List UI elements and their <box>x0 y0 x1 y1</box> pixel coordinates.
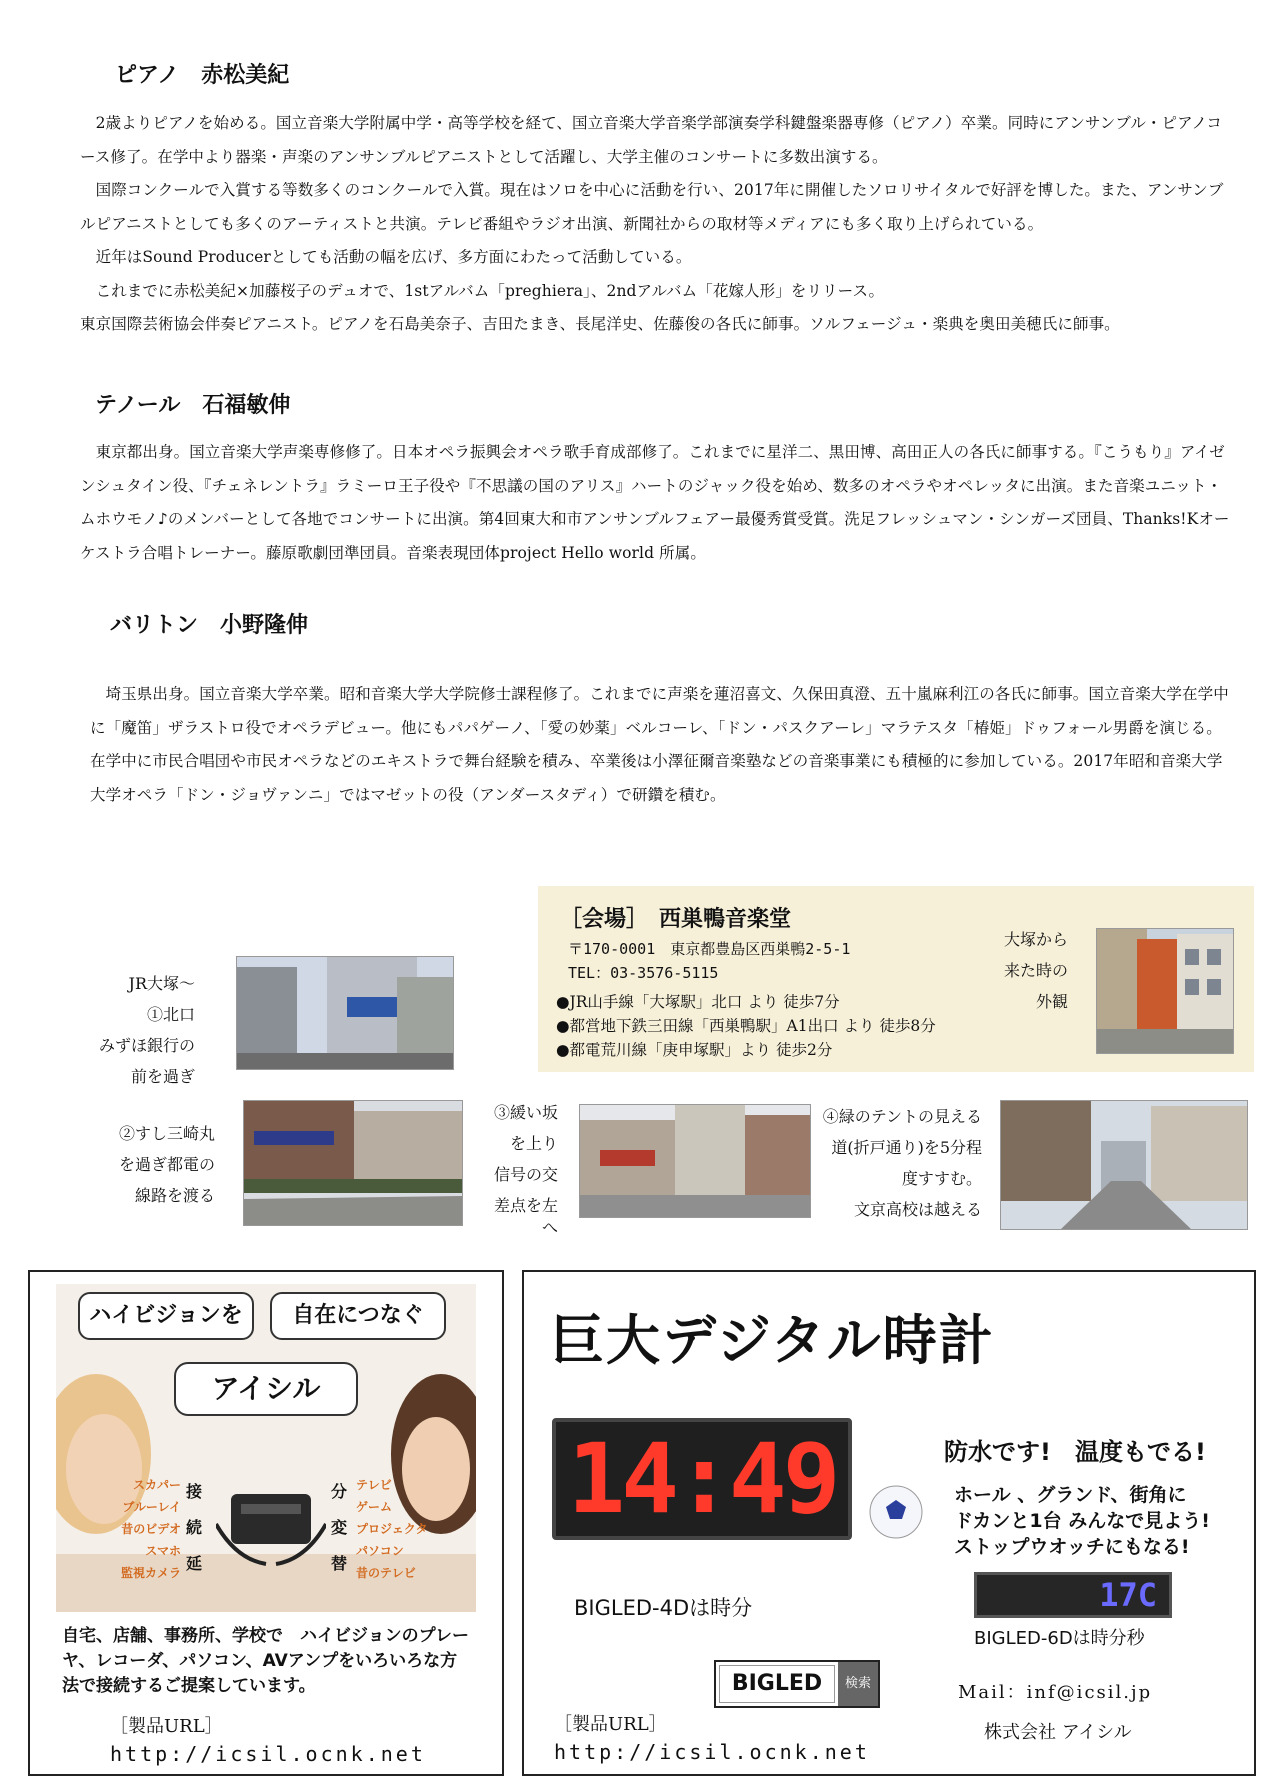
small-clock-digits: 17C <box>1099 1576 1157 1614</box>
baritone-bio <box>90 678 1230 812</box>
verbs-left: 接 続 延 <box>186 1482 203 1573</box>
verbs-right: 分 変 替 <box>331 1482 348 1573</box>
bigled-4d-caption: BIGLED-4Dは時分 <box>574 1596 753 1620</box>
bio-paragraph: これまでに赤松美紀×加藤桜子のデュオで、1stアルバム「preghiera」、2ndアルバム「花嫁人形」をリリース。 <box>80 281 885 300</box>
baritone-title: バリトン 小野隆伸 <box>110 613 309 638</box>
bigled-headline: 巨大デジタル時計 <box>550 1309 995 1372</box>
piano-title: ピアノ 赤松美紀 <box>115 63 290 88</box>
venue-postal: 〒170-0001 東京都豊島区西巣鴨2-5-1 <box>568 940 851 958</box>
venue-title: ［会場］ 西巣鴨音楽堂 <box>560 907 792 932</box>
ad-connector-url-label: ［製品URL］ <box>110 1716 223 1737</box>
ad-connector-body: 自宅、店舗、事務所、学校で ハイビジョンのプレーヤ、レコーダ、パソコン、AVアンプをいろいろな方法で接続するご提案しています。 <box>62 1626 469 1696</box>
bio-paragraph: 埼玉県出身。国立音楽大学卒業。昭和音楽大学大学院修士課程修了。これまでに声楽を蓮沼喜文、久保田真澄、五十嵐麻利江の各氏に師事。国立音楽大学在学中に「魔笛」ザラストロ役でオペラデビュー。他にもパパゲーノ、「愛の妙薬」ベルコーレ、「ドン・パスクアーレ」マラテスタ「椿姫」ドゥフォール男爵を演じる。在学中に市民合唱団や市民オペラなどのエキストラで舞台経験を積み、卒業後は小澤征爾音楽塾などの音楽事業にも積極的に参加している。2017年昭和音楽大学大学オペラ「ドン・ジョヴァンニ」ではマゼットの役（アンダースタディ）で研鑽を積む。 <box>90 685 1229 804</box>
street-photo-3 <box>579 1104 811 1218</box>
venue-access <box>556 990 936 1062</box>
bio-paragraph: 近年はSound Producerとしても活動の幅を広げ、多方面にわたって活動している。 <box>80 248 692 266</box>
search-box[interactable] <box>714 1660 880 1708</box>
bigled-4d-clock <box>552 1418 852 1540</box>
search-query[interactable]: BIGLED <box>719 1665 835 1703</box>
piano-bio <box>80 107 1230 342</box>
bigled-mail[interactable]: Mail：inf@icsil.jp <box>958 1682 1153 1703</box>
bigled-6d-caption: BIGLED-6Dは時分秒 <box>974 1628 1145 1649</box>
soccer-ball-icon <box>866 1482 926 1542</box>
bigled-company: 株式会社 アイシル <box>984 1722 1132 1743</box>
ad-connector-url[interactable]: http://icsil.ocnk.net <box>110 1742 426 1766</box>
input-device-list: スカパー ブルーレイ 昔のビデオ スマホ 監視カメラ <box>120 1478 181 1580</box>
direction-step-1: JR大塚～ ①北口 みずほ銀行の 前を過ぎ <box>98 974 195 1086</box>
bio-paragraph: 東京国際芸術協会伴奏ピアニスト。ピアノを石島美奈子、吉田たまき、長尾洋史、佐藤俊の各氏に師事。ソルフェージュ・楽典を奥田美穂氏に師事。 <box>80 315 1120 333</box>
ad-connector <box>28 1270 504 1776</box>
venue-box <box>538 886 1254 1072</box>
ad-connector-visual <box>56 1284 476 1612</box>
bio-paragraph: 2歳よりピアノを始める。国立音楽大学附属中学・高等学校を経て、国立音楽大学音楽学部演奏学科鍵盤楽器専修（ピアノ）卒業。同時にアンサンブル・ピアノコース修了。在学中より器楽・声楽のアンサンブルピアニストとして活躍し、大学主催のコンサートに多数出演する。 <box>80 114 1222 166</box>
direction-step-2: ②すし三崎丸 を過ぎ都電の 線路を渡る <box>118 1124 215 1205</box>
bigled-6d-clock <box>974 1572 1172 1618</box>
bio-paragraph: 国際コンクールで入賞する等数多くのコンクールで入賞。現在はソロを中心に活動を行い、2017年に開催したソロリサイタルで好評を博した。また、アンサンブルピアニストとしても多くのアーティストと共演。テレビ番組やラジオ出演、新聞社からの取材等メディアにも多く取り上げられている。 <box>80 181 1224 233</box>
bigled-url[interactable]: http://icsil.ocnk.net <box>554 1740 870 1764</box>
search-button[interactable]: 検索 <box>838 1662 878 1706</box>
brand-bubble: アイシル <box>174 1362 358 1416</box>
venue-tel: TEL：03-3576-5115 <box>568 964 719 982</box>
direction-step-3: ③緩い坂 を上り 信号の交 差点を左 へ <box>493 1103 558 1237</box>
street-photo-1 <box>236 956 454 1070</box>
direction-step-4: ④緑のテントの見える 道(折戸通り)を5分程 度すすむ。 文京高校は越える <box>822 1107 982 1219</box>
access-line: ●都電荒川線「庚申塚駅」より 徒歩2分 <box>556 1041 833 1059</box>
street-photo-2 <box>243 1100 463 1226</box>
bubble-hivision: ハイビジョンを <box>78 1292 254 1340</box>
street-photo-4 <box>1000 1100 1248 1230</box>
converter-device-icon <box>216 1464 326 1574</box>
clock-digits: 14:49 <box>567 1423 837 1535</box>
exterior-caption: 大塚から 来た時の 外観 <box>1003 930 1068 1011</box>
bigled-waterproof: 防水です! 温度もでる! <box>944 1438 1206 1466</box>
tenor-title: テノール 石福敏伸 <box>95 393 291 418</box>
venue-exterior-photo <box>1096 928 1234 1054</box>
bigled-copy: ホール 、グランド、街角に ドカンと1台 みんなで見よう! ストップウオッチにもなる! <box>954 1484 1210 1558</box>
tenor-bio <box>80 436 1230 570</box>
output-device-list: テレビ ゲーム プロジェクタ パソコン 昔のテレビ <box>356 1478 428 1580</box>
bubble-connect: 自在につなぐ <box>270 1292 446 1340</box>
bigled-url-label: ［製品URL］ <box>554 1714 667 1735</box>
access-line: ●JR山手線「大塚駅」北口 より 徒歩7分 <box>556 993 840 1011</box>
bio-paragraph: 東京都出身。国立音楽大学声楽専修修了。日本オペラ振興会オペラ歌手育成部修了。これまでに星洋二、黒田博、高田正人の各氏に師事する。『こうもり』アイゼンシュタイン役、『チェネレントラ』ラミーロ王子役や『不思議の国のアリス』ハートのジャック役を始め、数多のオペラやオペレッタに出演。また音楽ユニット・ムホウモノ♪のメンバーとして各地でコンサートに出演。第4回東大和市アンサンブルフェアー最優秀賞受賞。洗足フレッシュマン・シンガーズ団員、Thanks!Kオーケストラ合唱トレーナー。藤原歌劇団準団員。音楽表現団体project Hello world 所属。 <box>80 443 1230 562</box>
ad-bigled <box>522 1270 1256 1776</box>
access-line: ●都営地下鉄三田線「西巣鴨駅」A1出口 より 徒歩8分 <box>556 1017 936 1035</box>
